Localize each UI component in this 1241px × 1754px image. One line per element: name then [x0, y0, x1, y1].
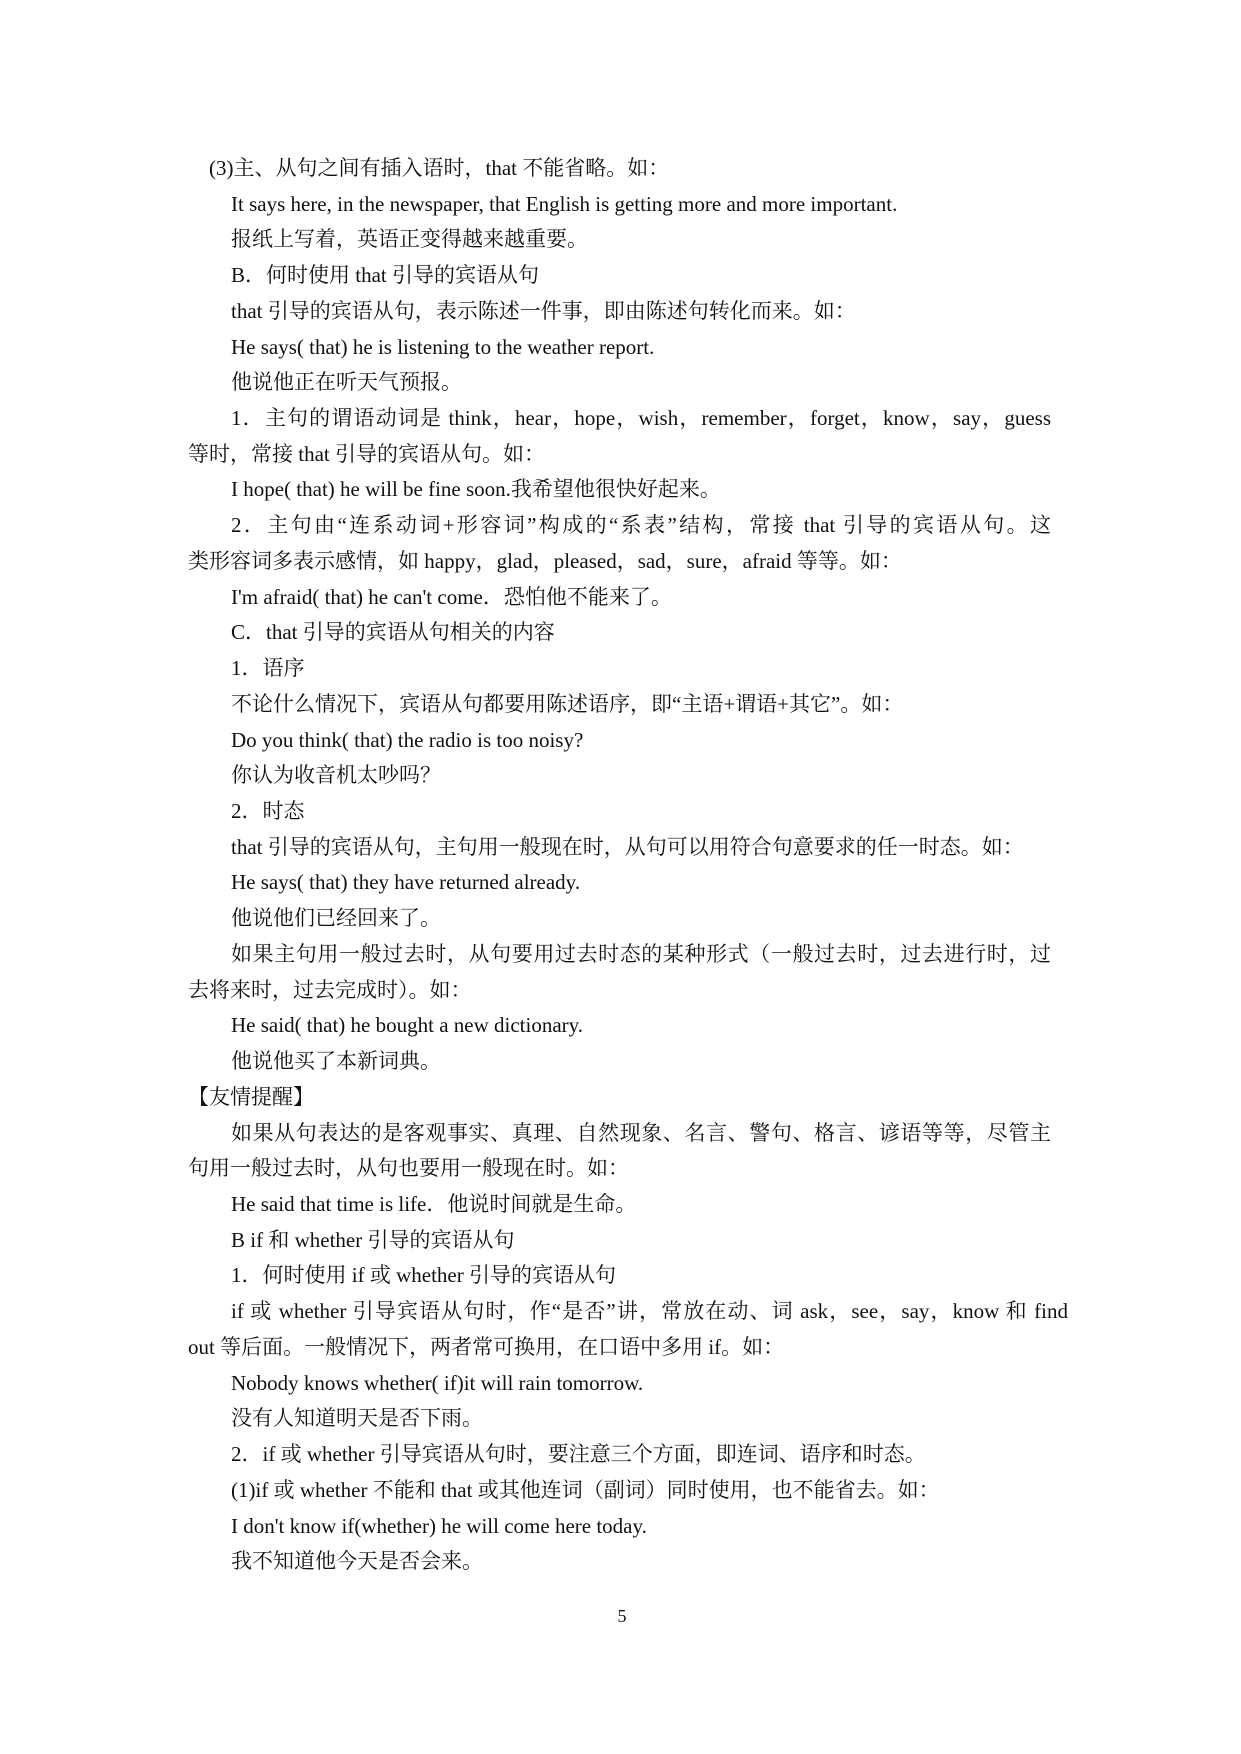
text-line: He says( that) they have returned already.	[231, 870, 581, 894]
text-line: B．何时使用 that 引导的宾语从句	[231, 263, 539, 287]
text-line: 他说他们已经回来了。	[231, 906, 441, 930]
text-line: C．that 引导的宾语从句相关的内容	[231, 620, 555, 644]
text-line: 我不知道他今天是否会来。	[231, 1549, 483, 1573]
text-line: 2．主句由“连系动词+形容词”构成的“系表”结构，常接 that 引导的宾语从句。这	[231, 513, 1051, 537]
text-line: out 等后面。一般情况下，两者常可换用，在口语中多用 if。如：	[188, 1335, 785, 1359]
text-line: I hope( that) he will be fine soon.我希望他很快好起来。	[231, 477, 721, 501]
text-line: 1．何时使用 if 或 whether 引导的宾语从句	[231, 1263, 616, 1287]
text-line: (1)if 或 whether 不能和 that 或其他连词（副词）同时使用，也不能省去。如：	[231, 1478, 940, 1502]
text-line: He said( that) he bought a new dictionary.	[231, 1013, 584, 1037]
text-line: 1．语序	[231, 656, 305, 680]
text-line: 句用一般过去时，从句也要用一般现在时。如：	[188, 1156, 629, 1180]
text-line: 如果主句用一般过去时，从句要用过去时态的某种形式（一般过去时，过去进行时，过	[231, 942, 1051, 966]
section-heading: 【友情提醒】	[188, 1085, 314, 1109]
text-line: 2．if 或 whether 引导宾语从句时，要注意三个方面，即连词、语序和时态。	[231, 1442, 926, 1466]
text-line: I don't know if(whether) he will come here today.	[231, 1514, 647, 1538]
text-line: 去将来时，过去完成时）。如：	[188, 978, 472, 1002]
text-line: Nobody knows whether( if)it will rain tomorrow.	[231, 1371, 644, 1395]
text-line: 你认为收音机太吵吗？	[231, 763, 441, 787]
text-line: that 引导的宾语从句，主句用一般现在时，从句可以用符合句意要求的任一时态。如：	[231, 835, 1024, 859]
text-line: 如果从句表达的是客观事实、真理、自然现象、名言、警句、格言、谚语等等，尽管主	[231, 1121, 1051, 1145]
text-line: 没有人知道明天是否下雨。	[231, 1406, 483, 1430]
page-number: 5	[617, 1606, 627, 1626]
text-line: B if 和 whether 引导的宾语从句	[231, 1228, 515, 1252]
text-line: 类形容词多表示感情，如 happy，glad，pleased，sad，sure，afraid 等等。如：	[188, 549, 902, 573]
text-line: I'm afraid( that) he can't come．恐怕他不能来了。	[231, 585, 672, 609]
text-line: (3)主、从句之间有插入语时，that 不能省略。如：	[209, 156, 670, 180]
text-line: 1．主句的谓语动词是 think，hear，hope，wish，remember，forget，know，say，guess	[231, 406, 1051, 430]
text-line: He said that time is life．他说时间就是生命。	[231, 1192, 637, 1216]
text-line: 他说他正在听天气预报。	[231, 370, 462, 394]
text-line: Do you think( that) the radio is too noisy?	[231, 728, 584, 752]
text-line: 不论什么情况下，宾语从句都要用陈述语序，即“主语+谓语+其它”。如：	[231, 692, 904, 716]
text-line: 报纸上写着，英语正变得越来越重要。	[231, 227, 588, 251]
text-line: 他说他买了本新词典。	[231, 1049, 441, 1073]
text-line: 等时，常接 that 引导的宾语从句。如：	[188, 442, 545, 466]
text-line: if 或 whether 引导宾语从句时，作“是否”讲，常放在动、词 ask，see，say，know 和 find	[231, 1299, 1068, 1323]
text-line: 2．时态	[231, 799, 305, 823]
text-line: that 引导的宾语从句，表示陈述一件事，即由陈述句转化而来。如：	[231, 299, 856, 323]
text-line: It says here, in the newspaper, that English is getting more and more important.	[231, 192, 898, 216]
text-line: He says( that) he is listening to the weather report.	[231, 335, 655, 359]
